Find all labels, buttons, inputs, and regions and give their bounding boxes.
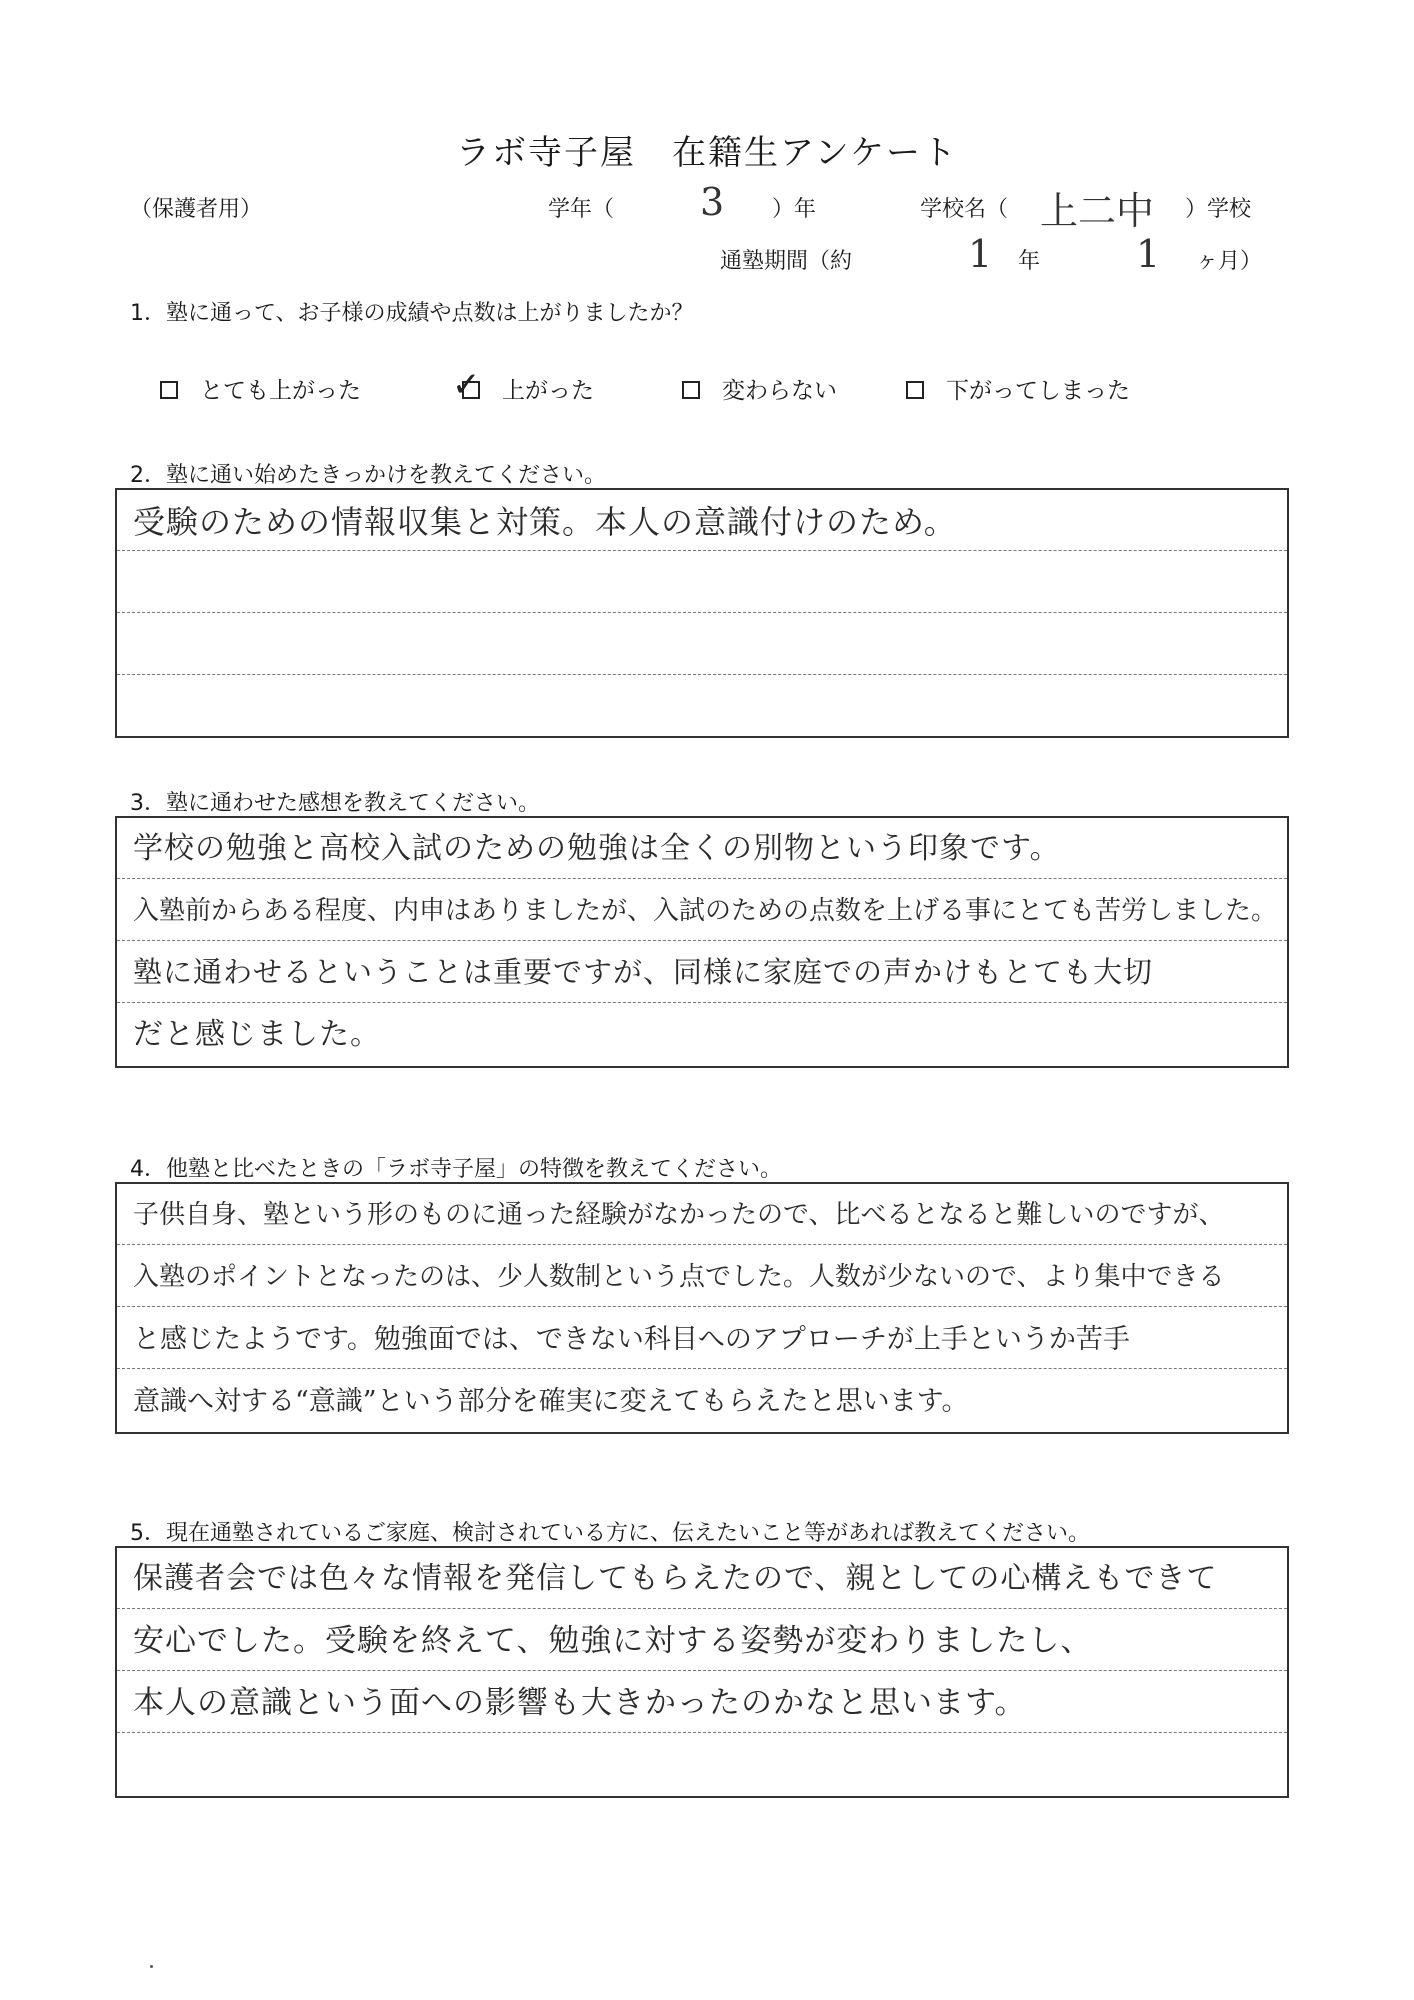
q4-answer-box[interactable] [115, 1182, 1289, 1434]
q3-answer-box[interactable] [115, 816, 1289, 1068]
period-month-unit: ヶ月） [1196, 249, 1263, 274]
ruled-line [117, 612, 1287, 613]
period-year-unit: 年 [1018, 249, 1041, 274]
ruled-line [117, 550, 1287, 551]
grade-value[interactable]: 3 [700, 180, 725, 224]
q1-option-label: とても上がった [200, 378, 361, 404]
scan-speck [150, 1965, 153, 1968]
school-suffix: ）学校 [1185, 197, 1252, 222]
q4-answer-line-3: と感じたようです。勉強面では、できない科目へのアプローチが上手というか苦手 [133, 1324, 1130, 1355]
q5-answer-box[interactable] [115, 1546, 1289, 1798]
q3-answer-line-4: だと感じました。 [133, 1017, 381, 1052]
q1-option-3[interactable] [682, 372, 837, 405]
school-value[interactable]: 上二中 [1040, 189, 1155, 233]
ruled-line [117, 1002, 1287, 1003]
audience-label: （保護者用） [130, 197, 263, 222]
q3-answer-line-3: 塾に通わせるということは重要ですが、同様に家庭での声かけもとても大切 [133, 955, 1154, 989]
form-title: ラボ寺子屋 在籍生アンケート [456, 133, 958, 173]
q3-question: 3．塾に通わせた感想を教えてください。 [130, 791, 540, 816]
checkbox[interactable] [160, 381, 178, 399]
q5-question: 5．現在通塾されているご家庭、検討されている方に、伝えたいこと等があれば教えてください。 [130, 1521, 1091, 1546]
ruled-line [117, 1244, 1287, 1245]
q1-question: 1．塾に通って、お子様の成績や点数は上がりましたか？ [130, 301, 694, 326]
q1-option-label: 上がった [502, 378, 594, 404]
q1-option-2[interactable] [452, 364, 594, 405]
period-prefix: 通塾期間（約 [720, 249, 853, 274]
grade-suffix: ）年 [772, 197, 817, 222]
school-prefix: 学校名（ [920, 197, 1009, 222]
q1-option-label: 下がってしまった [946, 378, 1130, 404]
q2-answer-box[interactable] [115, 488, 1289, 738]
q2-answer-line-1: 受験のための情報収集と対策。本人の意識付けのため。 [133, 503, 957, 541]
q4-question: 4．他塾と比べたときの「ラボ寺子屋」の特徴を教えてください。 [130, 1157, 782, 1182]
q4-answer-line-2: 入塾のポイントとなったのは、少人数制という点でした。人数が少ないので、より集中できる [133, 1262, 1225, 1292]
q5-answer-line-3: 本人の意識という面への影響も大きかったのかなと思います。 [133, 1685, 1027, 1721]
q5-answer-line-2: 安心でした。受験を終えて、勉強に対する姿勢が変わりましたし、 [133, 1623, 1093, 1659]
q1-option-4[interactable] [906, 372, 1130, 405]
ruled-line [117, 878, 1287, 879]
q2-question: 2．塾に通い始めたきっかけを教えてください。 [130, 463, 606, 488]
ruled-line [117, 1608, 1287, 1609]
q3-answer-line-2: 入塾前からある程度、内申はありましたが、入試のための点数を上げる事にとても苦労しました。 [133, 896, 1278, 926]
period-years[interactable]: 1 [968, 232, 993, 276]
q4-answer-line-1: 子供自身、塾という形のものに通った経験がなかったので、比べるとなると難しいのですが、 [133, 1200, 1225, 1230]
ruled-line [117, 674, 1287, 675]
checkbox-checked[interactable] [452, 364, 481, 405]
ruled-line [117, 1732, 1287, 1733]
ruled-line [117, 1670, 1287, 1671]
q1-option-label: 変わらない [722, 378, 837, 404]
q4-answer-line-4: 意識へ対する“意識”という部分を確実に変えてもらえたと思います。 [133, 1386, 969, 1417]
checkbox[interactable] [906, 381, 924, 399]
check-mark-icon: ✓ [452, 364, 481, 405]
ruled-line [117, 1368, 1287, 1369]
q3-answer-line-1: 学校の勉強と高校入試のための勉強は全くの別物という印象です。 [133, 831, 1061, 866]
ruled-line [117, 940, 1287, 941]
period-months[interactable]: 1 [1136, 232, 1161, 276]
grade-prefix: 学年（ [548, 197, 615, 222]
q5-answer-line-1: 保護者会では色々な情報を発信してもらえたので、親としての心構えもできて [133, 1561, 1218, 1596]
q1-option-1[interactable] [160, 372, 361, 405]
ruled-line [117, 1306, 1287, 1307]
checkbox[interactable] [682, 381, 700, 399]
